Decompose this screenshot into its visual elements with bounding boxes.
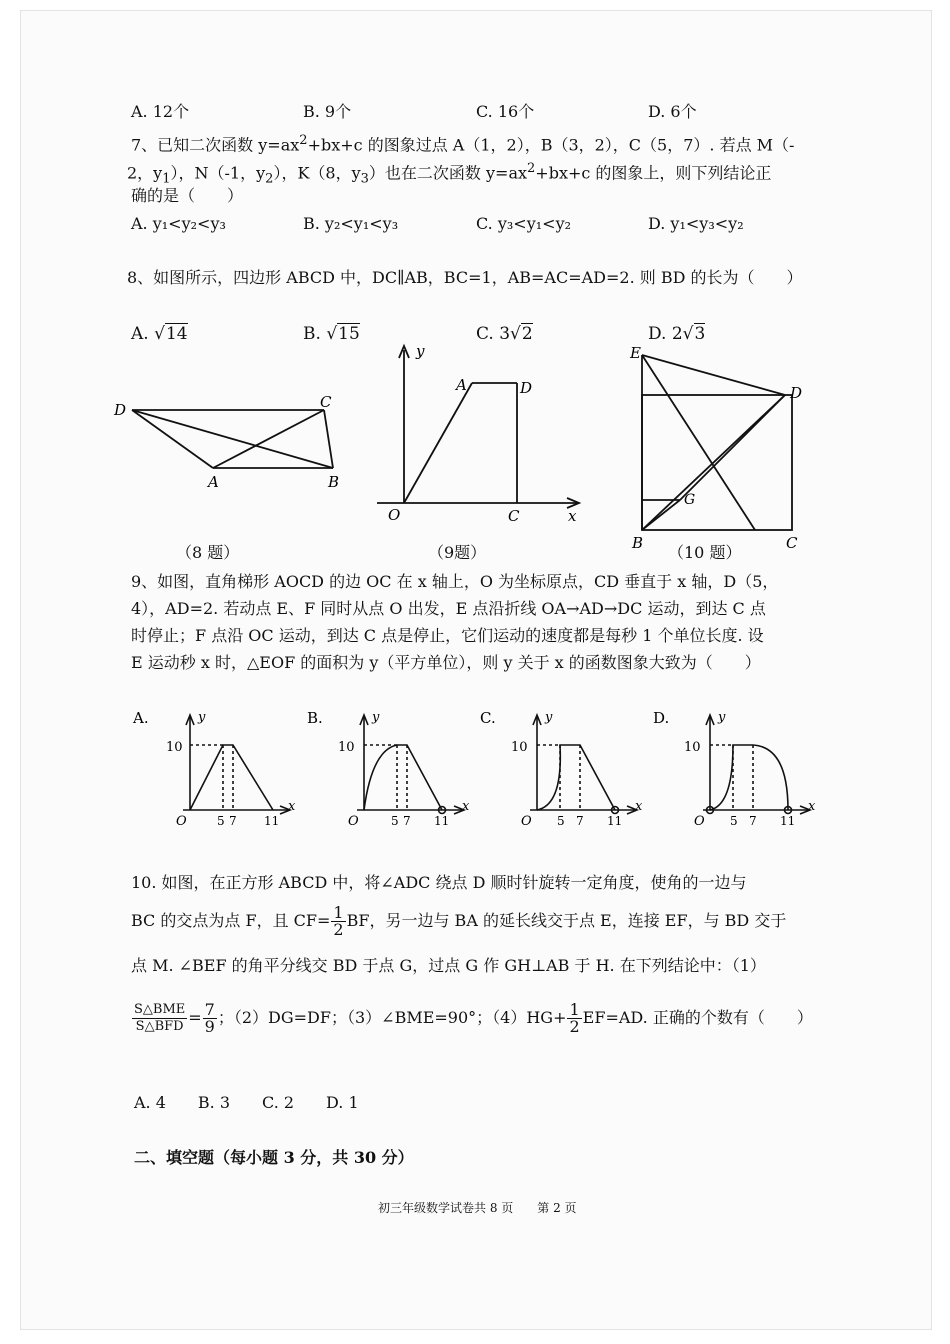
q10-line-4: $\frac{\text{S△BME}}{\text{S△BFD}}$ = $\frac{7}{9}$ ；（2）DG=DF；（3）∠BME=90°；（4）HG+ $\frac{1}{2}$ EF=AD. 正确的个数有（ ） (134, 1000, 813, 1036)
graph-d-x: x (808, 799, 816, 814)
q9-graph-d (648, 705, 828, 835)
graph-d-y: y (718, 710, 726, 725)
graph-b-tick-7: 7 (403, 814, 411, 828)
q8-option-a: A. √14 (131, 324, 188, 344)
figure-9 (362, 338, 592, 538)
q8-option-d: D. 2√3 (648, 324, 706, 344)
fig9-caption: （9题） (428, 543, 487, 562)
graph-d-tick-11: 11 (780, 814, 796, 828)
fig8-label-a: A (208, 473, 219, 491)
graph-a-tick-11: 11 (264, 814, 280, 828)
graph-d-ymax: 10 (684, 740, 701, 755)
graph-c-y: y (545, 710, 553, 725)
graph-d-tick-5: 5 (730, 814, 738, 828)
graph-c-tick-11: 11 (607, 814, 623, 828)
graph-a-curve (190, 745, 273, 810)
graph-d-curve (710, 745, 788, 810)
fig9-label-c: C (508, 507, 520, 525)
q9-line-2: 4），AD=2. 若动点 E、F 同时从点 O 出发，E 点沿折线 OA→AD→DC 运动，到达 C 点 (131, 599, 766, 618)
q8-option-c: C. 3√2 (476, 324, 533, 344)
graph-c-origin: O (521, 814, 532, 829)
q7-option-a: A. y₁<y₂<y₃ (131, 214, 226, 233)
graph-b-curve (364, 745, 442, 810)
q9-line-3: 时停止；F 点沿 OC 运动，到达 C 点是停止，它们运动的速度都是每秒 1 个单位长度. 设 (131, 626, 764, 645)
graph-b-x: x (462, 799, 470, 814)
q7-line-2: 2，$y_1$），N（-1，$y_2$），K（8，$y_3$）也在二次函数 $y=ax^2+bx+c$ 的图象上，则下列结论正 (127, 161, 772, 187)
q9-graph-b (302, 705, 482, 835)
fig9-label-a: A (456, 376, 467, 394)
q10-options: A. 4 B. 3 C. 2 D. 1 (134, 1093, 359, 1112)
graph-c-tick-5: 5 (557, 814, 565, 828)
graph-c-label: C. (480, 709, 496, 727)
fig8-edge-da (132, 410, 213, 468)
fig10-label-e: E (630, 344, 641, 362)
graph-c-curve (537, 745, 615, 810)
graph-b-ymax: 10 (338, 740, 355, 755)
fig8-diagonal-db (132, 410, 333, 468)
fig8-label-c: C (320, 395, 332, 411)
fig9-label-d: D (520, 379, 533, 397)
q7-option-b: B. y₂<y₁<y₃ (303, 214, 399, 233)
q6-option-b: B. 9个 (303, 102, 352, 121)
figure-10 (620, 340, 820, 550)
graph-a-tick-7: 7 (229, 814, 237, 828)
q10-line-1: 10. 如图，在正方形 ABCD 中，将∠ADC 绕点 D 顺时针旋转一定角度，使角的一边与 (131, 873, 747, 892)
q10-line-2: BC 的交点为点 F，且 CF= $\frac{1}{2}$ BF，另一边与 BA 的延长线交于点 E，连接 EF，与 BD 交于 (131, 903, 787, 939)
page-footer: 初三年级数学试卷共 8 页 第 2 页 (378, 1201, 577, 1215)
figure-8 (108, 395, 348, 495)
q6-option-a: A. 12个 (131, 102, 190, 121)
fig9-label-x: x (568, 507, 577, 525)
q6-option-d: D. 6个 (648, 102, 697, 121)
q7-option-c: C. y₃<y₁<y₂ (476, 214, 572, 233)
q9-graph-c (475, 705, 655, 835)
graph-c-ymax: 10 (511, 740, 528, 755)
q10-line-3: 点 M. ∠BEF 的角平分线交 BD 于点 G，过点 G 作 GH⊥AB 于 H. 在下列结论中：（1） (131, 956, 766, 975)
q9-line-1: 9、如图，直角梯形 AOCD 的边 OC 在 x 轴上，O 为坐标原点，CD 垂直于 x 轴，D（5， (131, 572, 779, 591)
fig10-edge-dg (680, 395, 785, 500)
graph-b-tick-11: 11 (434, 814, 450, 828)
fig10-caption: （10 题） (668, 543, 742, 562)
graph-a-x: x (288, 799, 296, 814)
graph-c-x: x (635, 799, 643, 814)
fig9-label-o: O (388, 506, 401, 524)
graph-c-tick-7: 7 (576, 814, 584, 828)
graph-a-origin: O (176, 814, 187, 829)
fig10-label-g: G (684, 492, 696, 508)
fig10-label-d: D (790, 384, 803, 402)
graph-b-origin: O (348, 814, 359, 829)
fig9-edge-oa (404, 383, 472, 503)
q8-option-b: B. √15 (303, 324, 360, 344)
graph-b-y: y (372, 710, 380, 725)
fig10-edge-gb (642, 500, 680, 530)
graph-a-y: y (198, 710, 206, 725)
q7-option-d: D. y₁<y₃<y₂ (648, 214, 744, 233)
q7-line-3: 确的是（ ） (131, 186, 244, 205)
fig10-label-b: B (632, 534, 644, 550)
graph-b-tick-5: 5 (391, 814, 399, 828)
q9-line-4: E 运动秒 x 时，△EOF 的面积为 y（平方单位），则 y 关于 x 的函数图象大致为（ ） (131, 653, 761, 672)
fig9-label-y: y (416, 342, 425, 360)
q8-text: 8、如图所示，四边形 ABCD 中，DC∥AB，BC=1，AB=AC=AD=2. 则 BD 的长为（ ） (127, 268, 803, 287)
graph-a-ymax: 10 (166, 740, 183, 755)
graph-d-label: D. (653, 709, 670, 727)
fig8-label-d: D (114, 401, 127, 419)
q9-graph-a (128, 705, 308, 835)
fig10-label-c: C (786, 534, 798, 550)
q6-option-c: C. 16个 (476, 102, 535, 121)
graph-d-tick-7: 7 (749, 814, 757, 828)
section-2-heading: 二、填空题（每小题 3 分，共 30 分） (134, 1148, 414, 1167)
graph-a-tick-5: 5 (217, 814, 225, 828)
fig8-edge-cb (324, 410, 333, 468)
graph-b-label: B. (307, 709, 323, 727)
graph-d-origin: O (694, 814, 705, 829)
fig8-caption: （8 题） (176, 543, 240, 562)
q7-line-1: 7、已知二次函数 $y=ax^2+bx+c$ 的图象过点 A（1，2），B（3，2），C（5，7）. 若点 M（- (131, 133, 795, 155)
graph-a-label: A. (133, 709, 149, 727)
fig8-label-b: B (328, 473, 340, 491)
